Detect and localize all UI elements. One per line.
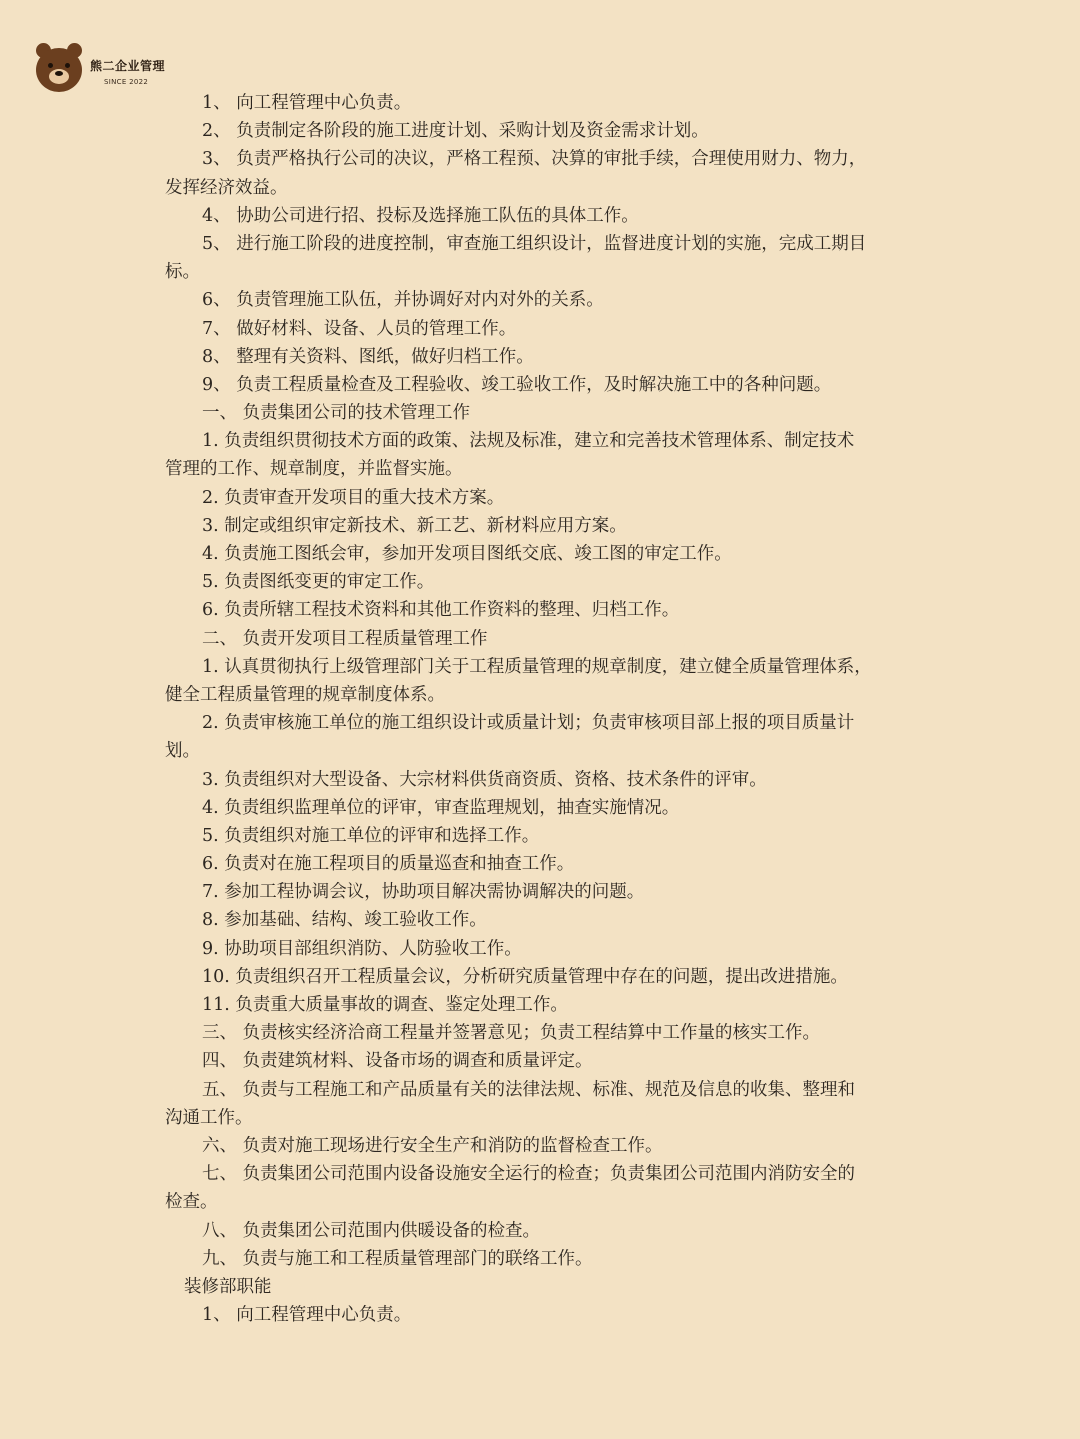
section-heading: 三、 负责核实经济洽商工程量并签署意见；负责工程结算中工作量的核实工作。 [202,1023,821,1044]
list-item: 2. 负责审核施工单位的施工组织设计或质量计划；负责审核项目部上报的项目质量计 [202,713,855,734]
document-body [165,89,917,1329]
brand-name: 熊二企业管理 [90,58,166,73]
list-item: 6、 负责管理施工队伍，并协调好对内对外的关系。 [202,290,604,311]
list-item: 1、 向工程管理中心负责。 [202,93,412,113]
list-item: 1、 向工程管理中心负责。 [202,1305,412,1326]
list-item: 3、 负责严格执行公司的决议，严格工程预、决算的审批手续，合理使用财力、物力， [202,149,867,170]
list-item-continuation: 沟通工作。 [165,1107,253,1128]
list-item: 2、 负责制定各阶段的施工进度计划、采购计划及资金需求计划。 [202,121,709,142]
list-item: 3. 制定或组织审定新技术、新工艺、新材料应用方案。 [202,515,627,536]
list-item: 3. 负责组织对大型设备、大宗材料供货商资质、资格、技术条件的评审。 [202,769,767,790]
bear-face-icon [34,44,84,94]
list-item: 7. 参加工程协调会议，协助项目解决需协调解决的问题。 [202,882,645,903]
section-heading: 七、 负责集团公司范围内设备设施安全运行的检查；负责集团公司范围内消防安全的 [202,1164,856,1185]
department-title: 装修部职能 [184,1276,272,1297]
section-heading: 四、 负责建筑材料、设备市场的调查和质量评定。 [202,1051,593,1072]
section-heading: 二、 负责开发项目工程质量管理工作 [202,628,488,649]
list-item: 8. 参加基础、结构、竣工验收工作。 [202,910,487,931]
list-item: 7、 做好材料、设备、人员的管理工作。 [202,318,517,339]
list-item: 9. 协助项目部组织消防、人防验收工作。 [202,938,522,959]
list-item-continuation: 划。 [165,741,200,762]
list-item-continuation: 发挥经济效益。 [165,177,288,198]
brand-since: SINCE 2022 [104,77,149,86]
list-item: 4. 负责施工图纸会审，参加开发项目图纸交底、竣工图的审定工作。 [202,544,732,564]
section-heading: 八、 负责集团公司范围内供暖设备的检查。 [202,1220,541,1241]
list-item: 1. 负责组织贯彻技术方面的政策、法规及标准，建立和完善技术管理体系、制定技术 [202,431,855,452]
section-heading: 六、 负责对施工现场进行安全生产和消防的监督检查工作。 [202,1135,663,1156]
section-heading: 五、 负责与工程施工和产品质量有关的法律法规、标准、规范及信息的收集、整理和 [202,1079,856,1100]
section-heading: 九、 负责与施工和工程质量管理部门的联络工作。 [202,1248,593,1269]
section-heading: 一、 负责集团公司的技术管理工作 [202,403,471,424]
list-item-continuation: 标。 [165,262,200,283]
list-item: 9、 负责工程质量检查及工程验收、竣工验收工作，及时解决施工中的各种问题。 [202,374,832,395]
list-item: 5. 负责图纸变更的审定工作。 [202,572,435,593]
list-item: 6. 负责对在施工程项目的质量巡查和抽查工作。 [202,854,575,875]
list-item: 5. 负责组织对施工单位的评审和选择工作。 [202,825,540,846]
list-item: 1. 认真贯彻执行上级管理部门关于工程质量管理的规章制度，建立健全质量管理体系， [202,656,872,677]
list-item: 10. 负责组织召开工程质量会议，分析研究质量管理中存在的问题，提出改进措施。 [202,966,848,987]
list-item: 2. 负责审查开发项目的重大技术方案。 [202,487,505,508]
list-item: 11. 负责重大质量事故的调查、鉴定处理工作。 [202,995,568,1015]
list-item-continuation: 健全工程质量管理的规章制度体系。 [165,684,445,705]
list-item: 6. 负责所辖工程技术资料和其他工作资料的整理、归档工作。 [202,600,680,621]
list-item: 8、 整理有关资料、图纸，做好归档工作。 [202,346,534,367]
list-item: 4. 负责组织监理单位的评审，审查监理规划，抽查实施情况。 [202,797,680,818]
list-item-continuation: 检查。 [165,1192,218,1213]
brand-logo [34,44,165,94]
list-item: 4、 协助公司进行招、投标及选择施工队伍的具体工作。 [202,205,639,226]
list-item: 5、 进行施工阶段的进度控制，审查施工组织设计，监督进度计划的实施，完成工期目 [202,233,867,254]
list-item-continuation: 管理的工作、规章制度，并监督实施。 [165,459,463,480]
